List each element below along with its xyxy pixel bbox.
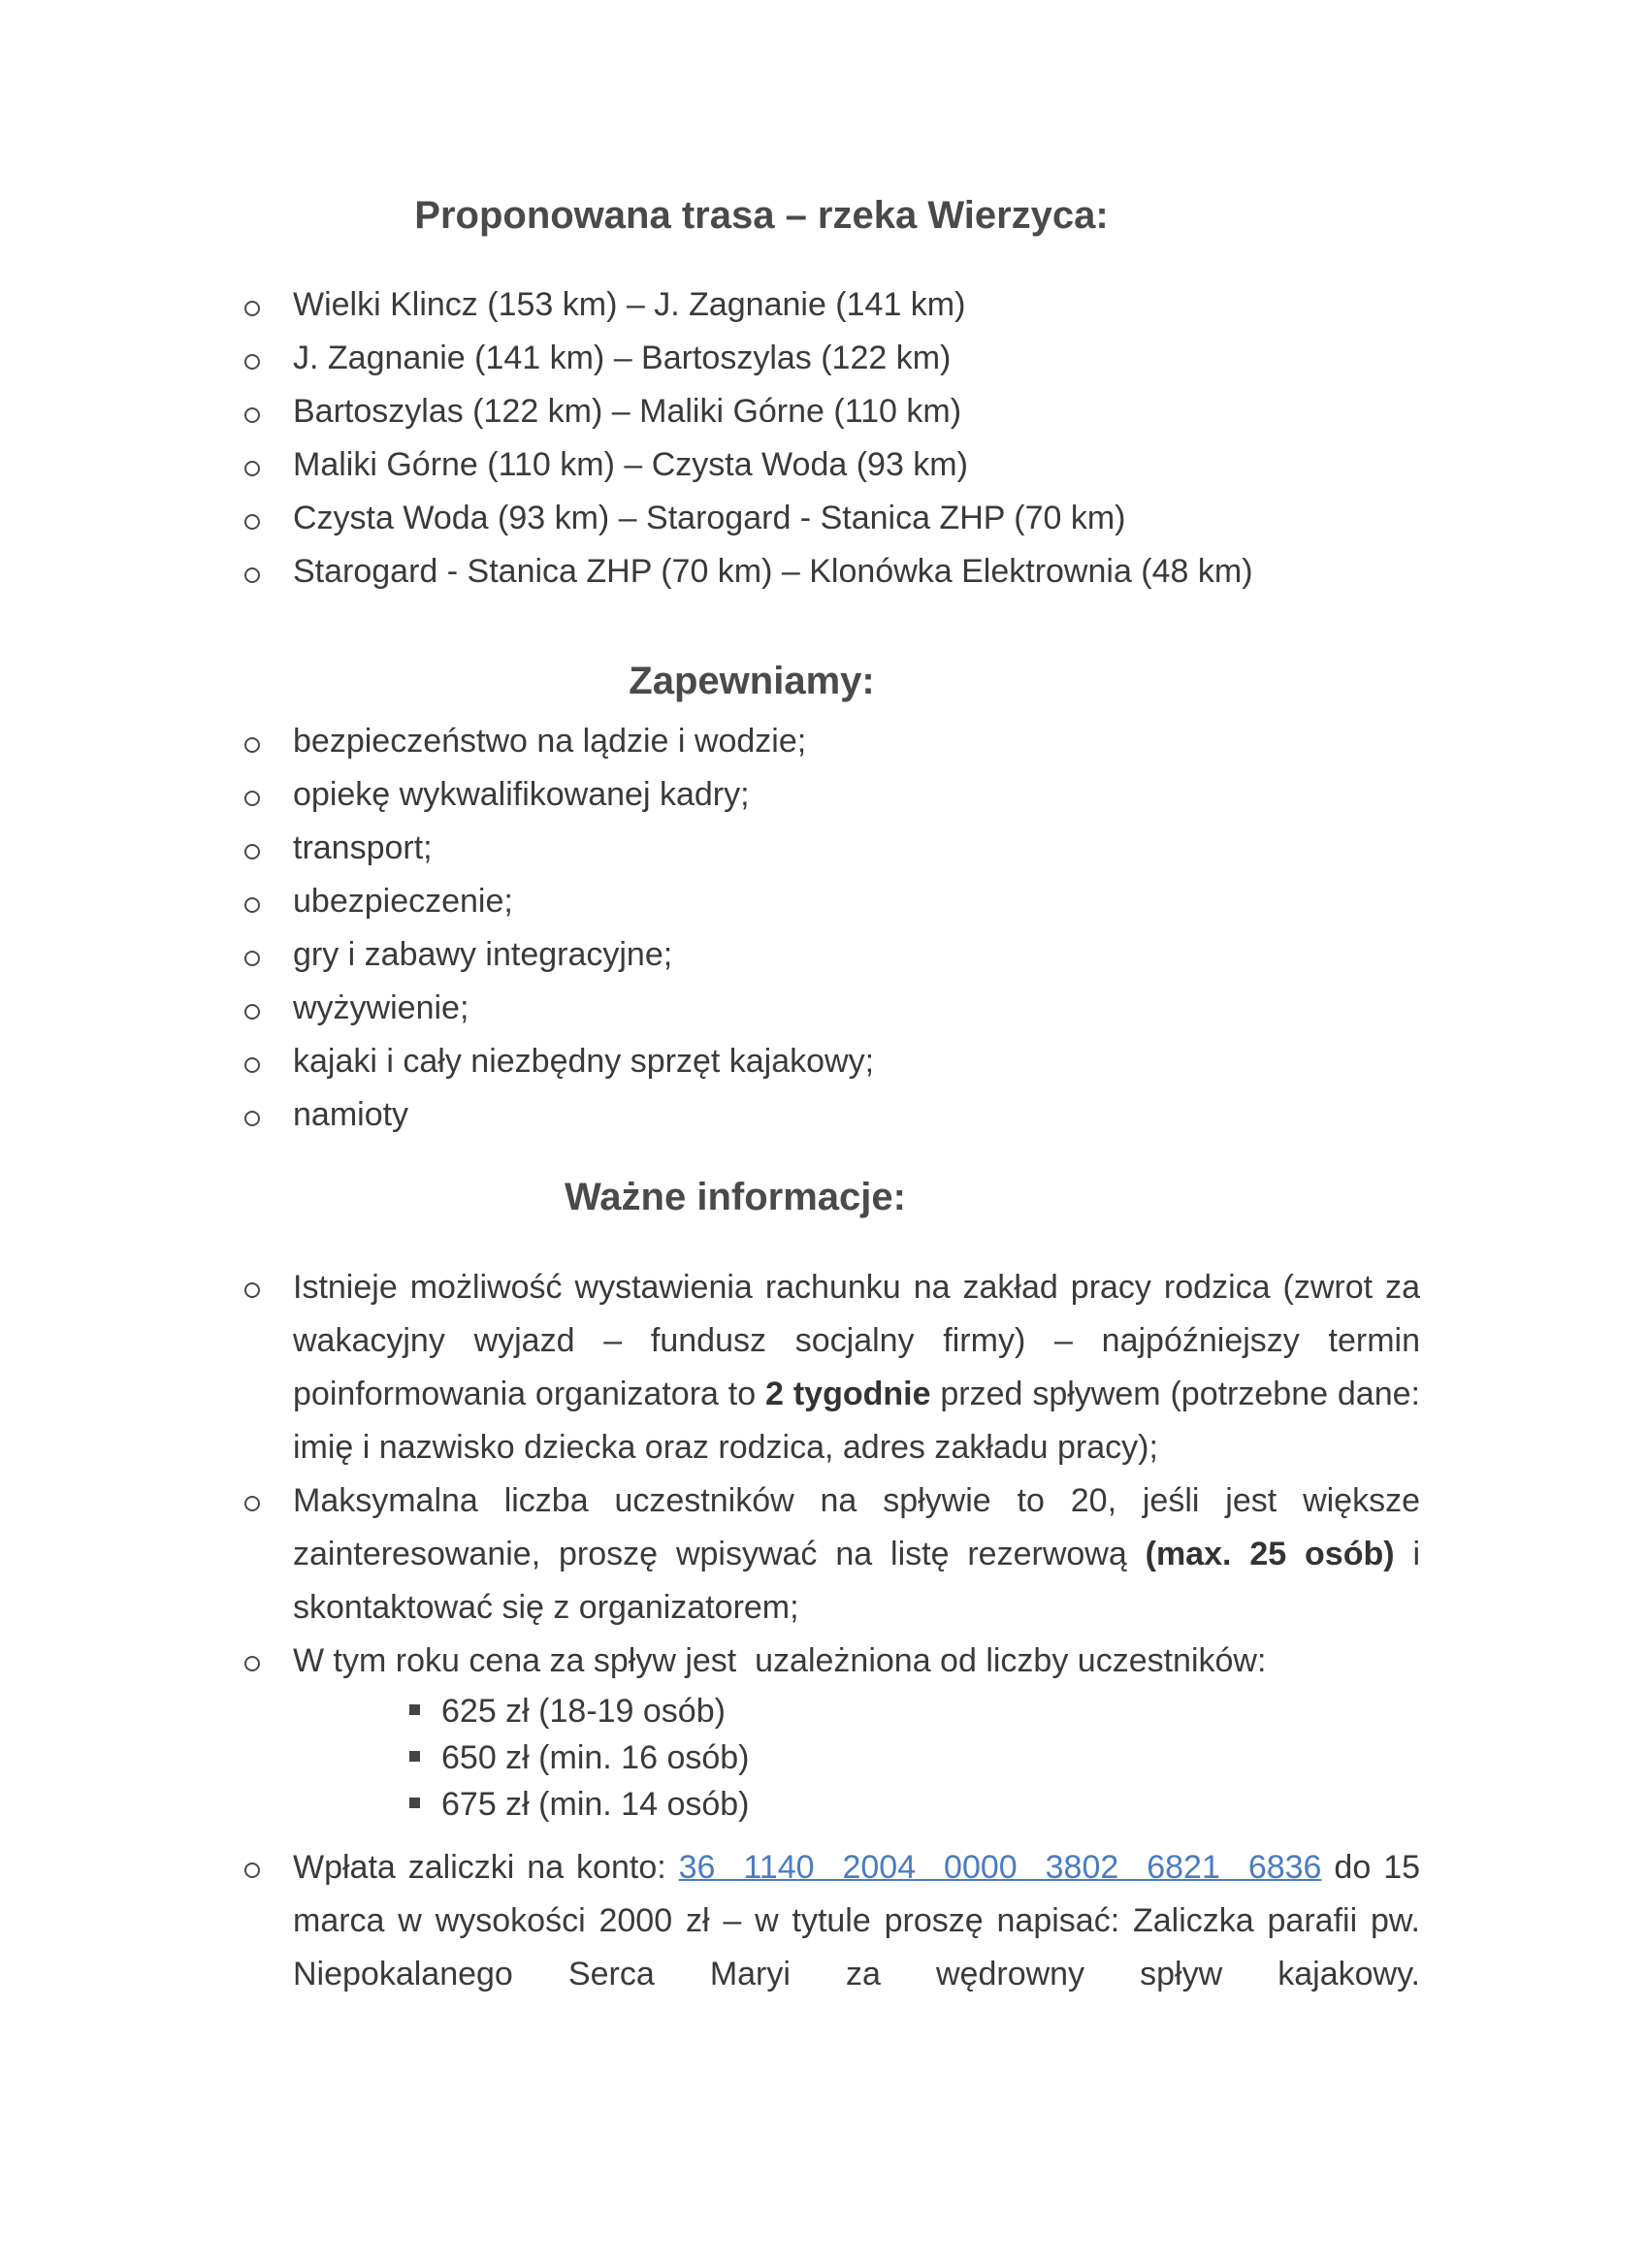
circle-bullet-icon [244,1111,260,1126]
circle-bullet-icon [244,737,260,753]
price-item: 675 zł (min. 14 osób) [441,1786,750,1824]
info-item-price: W tym roku cena za spływ jest uzależniona od liczby uczestników: [293,1642,1267,1679]
circle-bullet-icon [244,844,260,859]
max-participants-bold: (max. 25 osób) [1145,1536,1395,1572]
info-item-payment: Wpłata zaliczki na konto: 36 1140 2004 0000 3802 6821 6836 do 15 marca w wysokości 2000 zł – w tytule proszę napisać: Zaliczka parafii pw. Niepokalanego Serca Maryi za wędrowny spływ kajakowy. [293,1849,1421,1993]
circle-bullet-icon [244,1496,260,1511]
circle-bullet-icon [244,1863,260,1878]
circle-bullet-icon [244,567,260,583]
circle-bullet-icon [244,301,260,316]
circle-bullet-icon [244,354,260,370]
bank-account-link[interactable]: 36 1140 2004 0000 3802 6821 6836 [678,1849,1322,1886]
route-heading: Proponowana trasa – rzeka Wierzyca: [414,194,1109,237]
circle-bullet-icon [244,791,260,806]
square-bullet-icon [409,1798,420,1808]
price-item: 650 zł (min. 16 osób) [441,1739,750,1777]
circle-bullet-icon [244,514,260,530]
circle-bullet-icon [244,461,260,476]
circle-bullet-icon [244,1282,260,1298]
document-page: Proponowana trasa – rzeka Wierzyca: Wielki Klincz (153 km) – J. Zagnanie (141 km) J. Zagnanie (141 km) – Bartoszylas (122 km) Bartoszylas (122 km) – Maliki Górne (110 km) Maliki Górne (110 km) – Czysta Woda (93 km) Czysta Woda (93 km) – Starogard - Stanica ZHP (70 km) Starogard - Stanica ZHP (70 km) – Klonówka Elektrownia (48 km) Zapewniamy: bezpieczeństwo na lądzie i wodzie; opiekę wykwalifikowanej kadry; transport; ubezpieczenie; gry i zabawy integracyjne; wyżywienie; kajaki i cały niezbędny sprzęt kajakowy; namioty Ważne informacje: Istnieje możliwość wystawienia rachunku na zakład pracy rodzica (zwrot za wakacyjny wyjazd – fundusz socjalny firmy) – najpóźniejszy termin poinformowania organizatora to 2 tygodnie przed spływem (potrzebne dane: imię i nazwisko dziecka oraz rodzica, adres zakładu pracy); Maksymalna liczba uczestników na spływie to 20, jeśli jest większe zainteresowanie, proszę wpisywać na listę rezerwową (max. 25 osób) i skontaktować się z organizatorem; W tym roku cena za spływ jest uzależniona od liczby uczestników: 625 zł (18-19 osób) 650 zł (min. 16 osób) 675 zł (min. 14 osób) Wpłata zaliczki na konto: 36 1140 2004 0000 3802 6821 6836 do 15 marca w wysokości 2000 zł – w tytule proszę napisać: Zaliczka parafii pw. Niepokalanego Serca Maryi za wędrowny spływ kajakowy. [0,0,1649,2268]
deadline-bold: 2 tygodnie [765,1376,931,1412]
provide-heading: Zapewniamy: [629,660,875,702]
circle-bullet-icon [244,951,260,966]
info-item-invoice: Istnieje możliwość wystawienia rachunku na zakład pracy rodzica (zwrot za wakacyjny wyjazd – fundusz socjalny firmy) – najpóźniejszy termin poinformowania organizatora to 2 tygodnie przed spływem (potrzebne dane: imię i nazwisko dziecka oraz rodzica, adres zakładu pracy); [293,1269,1420,1466]
circle-bullet-icon [244,1004,260,1020]
important-heading: Ważne informacje: [565,1176,906,1218]
circle-bullet-icon [244,897,260,913]
circle-bullet-icon [244,407,260,423]
square-bullet-icon [409,1704,420,1715]
circle-bullet-icon [244,1656,260,1671]
price-item: 625 zł (18-19 osób) [441,1693,726,1731]
info-item-participants: Maksymalna liczba uczestników na spływie to 20, jeśli jest większe zainteresowanie, proszę wpisywać na listę rezerwową (max. 25 osób) i skontaktować się z organizatorem; [293,1482,1420,1626]
circle-bullet-icon [244,1057,260,1073]
square-bullet-icon [409,1751,420,1762]
